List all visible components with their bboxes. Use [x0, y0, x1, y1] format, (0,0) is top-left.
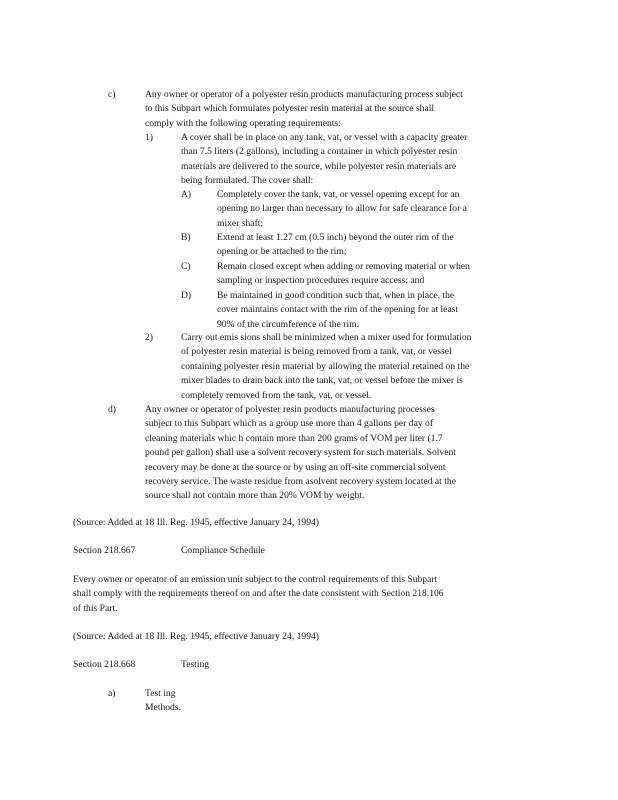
text-line: opening no larger than necessary to allow for safe clearance for a [217, 203, 467, 215]
text-line: subject to this Subpart which as a group use more than 4 gallons per day of [145, 418, 434, 430]
item-D-label: D) [181, 290, 192, 301]
item-a-label: a) [108, 688, 116, 699]
section-title: Testing [181, 659, 210, 670]
text-line: Any owner or operator of a polyester resin products manufacturing process subject [145, 89, 463, 100]
text-line: pound per gallon) shall use a solvent recovery system for such materials. Solvent [145, 447, 456, 459]
text-line: mixer shaft; [217, 217, 264, 229]
item-A-text [217, 188, 535, 231]
text-line: Be maintained in good condition such that, when in place, the [217, 290, 455, 301]
text-line: to this Subpart which formulates polyester resin material at the source shall [145, 103, 435, 115]
item-c-2-text [181, 331, 542, 403]
section-number: Section 218.667 [73, 545, 136, 556]
item-D-text [217, 289, 535, 332]
text-line: recovery service. The waste residue from asolvent recovery system located at the [145, 476, 456, 488]
text-line: A cover shall be in place on any tank, vat, or vessel with a capacity greater [181, 132, 468, 143]
item-c-2-label: 2) [145, 332, 153, 343]
source-note [73, 516, 319, 530]
item-c-1-text [181, 131, 539, 189]
text-line: 90% of the circumference of the rim. [217, 318, 359, 330]
section-title-667 [181, 544, 265, 558]
item-c-1-label: 1) [145, 132, 153, 143]
text-line: Completely cover the tank, vat, or vessel opening except for an [217, 189, 460, 200]
text-line: Remain closed except when adding or removing material or when [217, 261, 470, 272]
item-c-label: c) [108, 89, 116, 100]
item-A-label: A) [181, 189, 192, 200]
text-line: containing polyester resin material by allowing the material retained on the [181, 360, 470, 372]
item-C-text [217, 260, 535, 289]
text-line: cleaning materials whic h contain more than 200 grams of VOM per liter (1.7 [145, 432, 443, 444]
text-line: source shall not contain more than 20% VOM by weight. [145, 490, 365, 502]
text-line: materials are delivered to the source, while polyester resin materials are [181, 160, 457, 172]
text-line: opening or be attached to the rim; [217, 246, 347, 258]
text-line: cover maintains contact with the rim of the opening for at least [217, 304, 459, 316]
text-line: shall comply with the requirements thereof on and after the date consistent with Section 218.106 [73, 588, 444, 600]
section-heading-668 [73, 658, 135, 672]
source-note-text: (Source: Added at 18 Ill. Reg. 1945, effective January 24, 1994) [73, 631, 319, 642]
text-line: Any owner or operator of polyester resin products manufacturing processes [145, 404, 435, 415]
item-a-text: Test ing Methods. [145, 688, 181, 714]
text-line: mixer blades to drain back into the tank, vat, or vessel before the mixer is [181, 375, 463, 387]
item-B-text [217, 231, 535, 260]
text-line: completely removed from the tank, vat, or vessel. [181, 389, 372, 401]
text-line: Every owner or operator of an emission unit subject to the control requirements of this Subpart [73, 574, 438, 585]
text-line: being formulated. The cover shall: [181, 175, 314, 187]
item-d-label: d) [108, 404, 116, 415]
text-line: comply with the following operating requirements: [145, 117, 341, 129]
source-note [73, 630, 319, 644]
item-d-text [145, 403, 538, 504]
text-line: than 7.5 liters (2 gallons), including a container in which polyester resin [181, 146, 458, 158]
section-heading-667 [73, 544, 135, 558]
item-B-label: B) [181, 232, 191, 243]
text-line: recovery may be done at the source or by using an off-site commercial solvent [145, 461, 446, 473]
text-line: of polyester resin material is being removed from a tank, vat, or vessel [181, 346, 452, 358]
section-title-668 [181, 658, 209, 672]
item-c-text [145, 88, 540, 131]
source-note-text: (Source: Added at 18 Ill. Reg. 1945, effective January 24, 1994) [73, 517, 319, 528]
section-number: Section 218.668 [73, 659, 136, 670]
compliance-paragraph [73, 573, 525, 616]
section-title: Compliance Schedule [181, 545, 265, 556]
item-C-label: C) [181, 261, 191, 272]
text-line: Extend at least 1.27 cm (0.5 inch) beyond the outer rim of the [217, 232, 454, 243]
text-line: sampling or inspection procedures require access; and [217, 275, 425, 287]
text-line: of this Part. [73, 602, 118, 614]
text-line: Carry out emis sions shall be minimized when a mixer used for formulation [181, 332, 472, 343]
